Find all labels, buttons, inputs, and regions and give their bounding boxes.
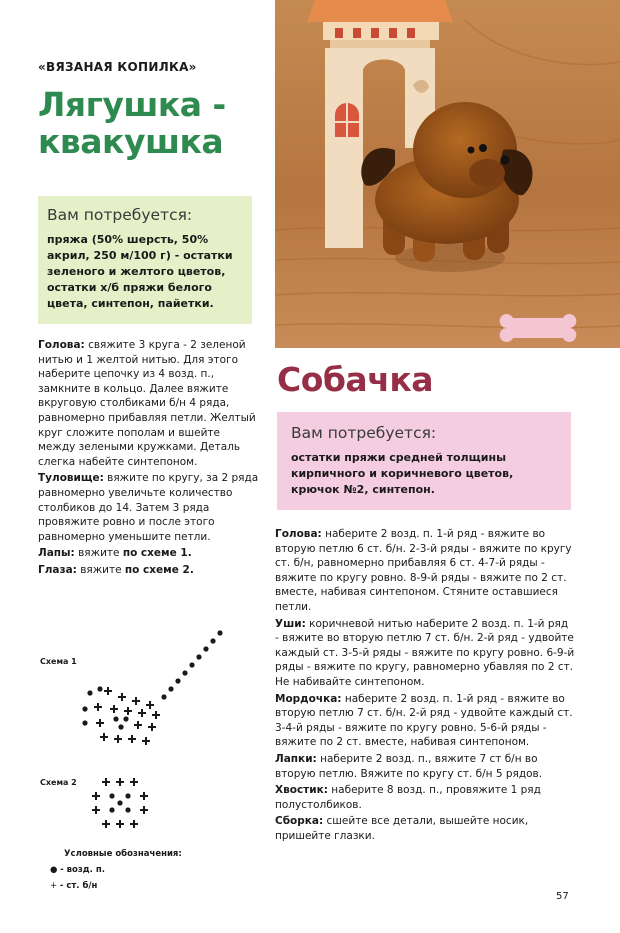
frog-materials-title: Вам потребуется:	[47, 206, 193, 224]
dog-photo	[275, 0, 620, 348]
dog-step-assembly: Сборка: сшейте все детали, вышейте носик, пришейте глазки.	[275, 815, 529, 842]
frog-title-line1: Лягушка -	[38, 85, 226, 124]
legend-dot-row: ● - возд. п.	[50, 865, 105, 875]
series-label: «ВЯЗАНАЯ КОПИЛКА»	[38, 60, 197, 74]
dog-step-muzzle: Мордочка: наберите 2 возд. п. 1-й ряд - вяжите во вторую петлю 7 ст. б/н. 2-й ряд - удвойте каждый ст. 3-4-й ряды - вяжите по кругу ровно. 5-6-й ряды - вяжите по 2 ст. вместе, набивая синтепоном.	[275, 692, 573, 749]
dog-title: Собачка	[277, 360, 434, 399]
dot-symbol-icon: ●	[50, 865, 58, 875]
scheme-2-diagram	[88, 774, 158, 834]
scheme-2-label: Схема 2	[40, 778, 77, 787]
frog-title-line2: квакушка	[38, 122, 224, 161]
frog-header	[38, 60, 260, 160]
scheme-1-diagram	[70, 625, 230, 750]
frog-instructions	[38, 338, 260, 580]
plus-symbol-icon: +	[50, 881, 58, 891]
dog-photo-image	[275, 0, 620, 348]
legend-title: Условные обозначения:	[64, 849, 182, 859]
scheme-1-label: Схема 1	[40, 657, 77, 666]
frog-step-eyes: Глаза: вяжите по схеме 2.	[38, 563, 194, 576]
dog-step-tail: Хвостик: наберите 8 возд. п., провяжите 1 ряд полустолбиков.	[275, 784, 541, 811]
legend	[50, 846, 182, 894]
dog-step-ears: Уши: коричневой нитью наберите 2 возд. п. 1-й ряд - вяжите во вторую петлю 7 ст. б/н. 2-й ряд - удвойте каждый ст. 3-5-й ряды - вяжите по кругу ровно. 6-9-й ряды - вяжите по кругу, равномерно убавляя по 2 ст. Не набивайте синтепоном.	[275, 617, 575, 688]
frog-title	[38, 86, 260, 160]
page-number: 57	[556, 891, 569, 902]
dog-instructions	[275, 527, 575, 845]
dog-step-head: Голова: наберите 2 возд. п. 1-й ряд - вяжите во вторую петлю 6 ст. б/н. 2-3-й ряды - вяжите по кругу ст. б/н, равномерно прибавляя 6 ст. 4-7-й ряды - вяжите по кругу ровно. 8-9-й ряды - вяжите по 2 ст. вместе, набивая синтепоном. Стяните оставшиеся петли.	[275, 528, 572, 613]
dog-materials-list: остатки пряжи средней толщины кирпичного и коричневого цветов, крючок №2, синтепон.	[291, 451, 514, 496]
frog-step-head: Голова: свяжите 3 круга - 2 зеленой нитью и 1 желтой нитью. Для этого наберите цепочку из 4 возд. п., замкните в кольцо. Далее вяжите вкруговую столбиками б/н 4 ряда, равномерно прибавляя петли. Желтый круг сложите пополам и вшейте между зелеными кружками. Деталь слегка набейте синтепоном.	[38, 339, 256, 468]
dog-materials-box	[277, 412, 571, 510]
legend-plus-row: + - ст. б/н	[50, 881, 98, 891]
frog-step-paws: Лапы: вяжите по схеме 1.	[38, 547, 192, 560]
dog-materials-title: Вам потребуется:	[291, 424, 437, 442]
dog-step-paws: Лапки: наберите 2 возд. п., вяжите 7 ст б/н во вторую петлю. Вяжите по кругу ст. б/н 5 рядов.	[275, 752, 543, 780]
frog-materials-list: пряжа (50% шерсть, 50% акрил, 250 м/100 г) - остатки зеленого и желтого цветов, остатки х/б пряжи белого цвета, синтепон, пайетки.	[47, 233, 233, 310]
frog-materials-box	[38, 196, 252, 324]
frog-step-body: Туловище: вяжите по кругу, за 2 ряда равномерно увеличьте количество столбиков до 14. Затем 3 ряда провяжите ровно и после этого равномерно уменьшите петли.	[38, 472, 259, 543]
